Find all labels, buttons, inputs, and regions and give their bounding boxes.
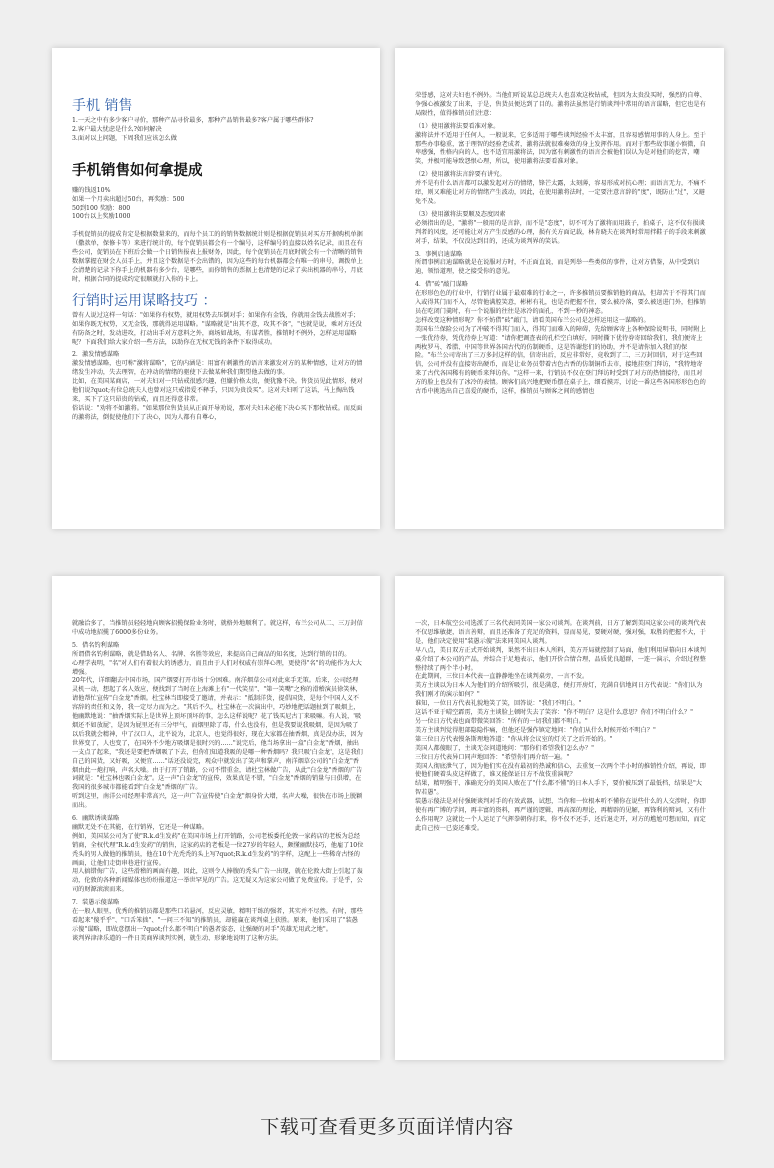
page3-para-2: 6．幽默诱谈谋略 幽默无处不在其能，在行销界，它还是一种谋略。 例如，美国某公司为了使"R.k.d生发药"在美国市场上打开销路，公司老板委托伦敦一家药店的老板为总经销商，全权代理"R.k.d生发药"的销售，这家药店的老板是一位27岁的年轻人，颇懂幽默技巧，他雇了10位秃头的男人做他的推销员，他在10个光秃秃的头上写?quot;R.k.d生发药"的字样，这配上一些稀奇古怪的画面，让他们走街串巷进行宣传。 用人搞错侮广告，这些滑稽的画面有趣，因此，这则令人捧腹的秃头广告一出现，就在伦敦大街上引起了轰动，伦敦的各种新闻媒体也纷纷报道这一举世罕见的广告。这无疑又为这家公司做了免费宣传。于是乎，公司的财源滚滚而来。 xyxy=(72,815,364,894)
download-more-footer: 下载可查看更多页面详情内容 xyxy=(260,1116,514,1138)
page4-para-0: 一次，日本航空公司选派了三名代表同美国一家公司谈判。在谈判前，日方了解到美国这家公司的谈判代表不仅思维敏捷，语言善辩，而且还准备了充足的资料，显而易见，要硬对硬，强对强，取胜的把握不大，于是，他们决定使用"装愚示傻"法来同美国人谈判。 早八点，美日双方正式开始谈判，果然不出日本人所料，美方开局就控制了局面，他们利用屏幕向日本谈判桌介绍了本公司的产品，并综合于足地表示，他们开价合情合理，品质优良超群，一连一演示，介绍过程整整持续了两个半小时。 在此期间，三位日本代表一直静静地坐在谈判桌旁，一言不发。 美方主谈以为日本人为他们的介绍所吸引，很是满意，便打开房灯，充满自信地问日方代表说："你们认为我们刚才的演示如何？" 谁知，一位日方代表礼貌地笑了笑，回答说："我们不明白。" 这话不亚于晴空霹雳，美方主谈脸上顿时失去了笑容："你不明白？这是什么意思？你们不明白什么？" 另一位日方代表也面带微笑回答："所有的一切我们都不明白。" 美方主谈判觉得胆部隐隐作痛，但他还是强作镇定地问："你们从什么时候开始不明白？" 第三位日方代表慢条斯理地答道："你从将会议室的灯关了之后开始的。" 美国人都傻眼了，主谈无奈问道地问："那你们希望我们怎么办？" 三位日方代表异口同声地回答："希望你们再介绍一遍。" 美国人彻底泄气了，因为他们实在没有最初的热诚和信心，去重复一次两个半小时的推销性介绍，再说，即使他们硬着头皮这样做了，谁又能保证日方不故伎重演呢？ 结果，精明强干、准确充分的美国人败在了"什么都不懂"的日本人手下，要价被压到了最低档，结果是"大智若愚"。 装愚示傻法是对付强硬谈判对手的有效武器，试想，当你和一位根本听不懂你在说些什么的人交涉时，你即使有再广博的学问，再丰富的资料，再严谨的逻辑，再高深的理论，再精辟的见解，再锋利的辩词，又有什么作用呢？这就比一个人运足了气挥拳朝你打来，你不仅不还手，还后退走开，对方的尴尬可想而知，而定此自己按一已姿还难受。 xyxy=(415,620,706,832)
page1-subsection-title: 2．激发情感谋略 xyxy=(72,351,120,359)
page1-title: 手机 销售 xyxy=(72,98,133,114)
page1-section-title: 行销时运用谋略技巧 ： xyxy=(72,292,217,309)
page2-para-0: 荣誉感，这对夫妇也不例外。当他们听说某总总统夫人也喜欢这枚钻戒，但因为太贵没买时，强烈的自尊、争强心被激发了出来，于是，售货员便达到了目的。激将法虽然是行销谈判中常用的语言谋略，但它也是有局限性，值得推销员们注意： xyxy=(415,92,706,117)
document-page-3 xyxy=(52,576,380,1060)
document-page-4 xyxy=(395,576,724,1060)
document-page-2 xyxy=(395,48,724,529)
page2-para-2: （2）使用激将法言辞要有讲究。 并不是有什么语言都可以激发起对方的情绪，锋芒太露，太刻薄，容易形成对抗心理；而语言无力，不痛不痒，则又难能让对方的情绪产生波动，因此，在使用激将法时，一定要注意言辞的"度"，既防止"过"，又避免不及。 xyxy=(415,171,706,205)
page2-para-4: 3．事例启迪谋略 所谓事例启迪谋略就是在说服对方时，不正面直说，而是列举一些类似的事件，让对方借鉴，从中受到启迪，领悟道理，使之接受你的意见。 xyxy=(415,250,700,276)
page3-para-1: 5．借名钓利谋略 所谓借名钓利谋略，就是借助名人、名牌、名胜等效应，来提高自己商品的知名度，达到行销的目的。 心理学表明，"名"对人们有着很大的诱惑力，而且由于人们对权威有崇拜心理，更使得"名"的功能作为大大增强。 20年代，详细翻去中国市场，国产烟要打开市场十分困难。南洋烟草公司对此束手无策。后来，公司经理灵机一动，想起了名人效应，便找到了当时在上海滩上有"一代笑星"、"第一笑嘴"之称的滑稽演员徐笑林，请他帮忙宣传"白金龙"香烟。杜宝林当即接受了邀请，并表示："抵制洋货，提倡国货，是每个中国人义不容辞的责任和义务，我一定尽力而为之。"其后不久，杜宝林在一次演出中，巧妙地把话题扯到了吸烟上，他幽默地说："抽香烟实际上是世界上顶坏顶坏的事，怎么这样说呢？花了钱买尼古丁来吸嘛。有人说，'吸烟还不如放屁'，是因为屁里还有三分甲气，而烟里除了毒，什么也没有，但是我要说我吸烟，是因为吸了以后我就会精神，中了汉口人，北平说为，北京人，也觉得很好，现在大家都在抽香烟，真是没办法，因为世界变了，人也变了，在国外不少地方吸烟是很时兴的……"说完后，他当场拿出一盒"白金龙"香烟，抽出一支点了起来，"我还是要把香烟吸了下去，但你们知道我吸的是哪一种香烟吗？我只吸'白金龙'，这是我们自己的国货，又好吸，又便宜……"话还没说完，观众中就发出了笑声和掌声，南洋烟草公司的"白金龙"香烟由此一炮打响，声名大噪。由于打开了销路，公司不惜重金，请杜宝林做广告，从此"白金龙"香烟的广告词就是："杜宝林也吸白金龙"。这一声"白金龙"的宣传，效果真是不错，"白金龙"香烟的销量与日俱增，在我国的很多城市都能看到"白金龙"香烟的广告。 听到这里，南洋公司经理非常高兴，这一声广告宣传使"白金龙"烟身价大增，名声大噪，很快在市场上脱颖而出。 xyxy=(72,641,363,810)
page1-subsection-text: 激发情感谋略，也可称"激将谋略"，它的内涵是：用富有刺激性的语言来激发对方的某种情感，让对方的情绪发生冲动，失去理智，在冲动的情绪的驱使下去做某种我们期望他去做的事。 比如，在美国某商店，一对夫妇对一只钻戒很感兴趣，但嫌价格太贵，便犹豫不决。售货员见此情形，便对他们说?quot;有位总统夫人也曾对这只戒指爱不释手，只因为贵没买"。这对夫妇听了这话，马上掏出钱来，买下了这只昂贵的钻戒，而且还得意非常。 俗话说："劝将不如激将。"如果那位售货员从正面开导劝说，那对夫妇未必能下决心买下那枚钻戒。而反面的激将法，倒促使他们下了决心，因为人都有自尊心， xyxy=(72,360,363,421)
page1-body: 手机促销员的提成肯定是根据数量来的，而每个员工的的销售数据统计则是根据促销员对买方开据购机单据（撒款单，保修卡等）来进行统计的，每个促销员都会有一个编号，这样编号的直接以姓名记录，而且在有些公司，促销员在下班后会做一个日销售报表上报财务，因此，每个促销员在月底时就会有一个清晰的销售数据掌握在财会人员手上，并且这个数据是不会出错的，因为这些的每台机器都会有唯一的串号，调拨单上会清楚的记录下你手上的机器有多少台，是哪些，而你销售的票据上也清楚的记录了卖出机器的串号，月底时，根据合同的提成约定很顺就打入你的卡上。 xyxy=(72,231,363,283)
page2-para-1: （1）使用激将法要看准对象。 激将法并不适用于任何人，一般说来，它多适用于哪些谈判经验不太丰富，且容易感情用事的人身上。至于那些办事稳重，富于理智的经验老成者，激将法就很难奏效的身上发挥作用。而对于那些故事谨小慎微，自卑感强，性格内向的人，也不适宜用激将法，因为富有刺激性的语言会被他们误认为是对他们的挖苦，嘲笑，并极可能导致怨恨心理，所以，使用激将法要看准对象。 xyxy=(415,122,706,166)
page1-intro: 1.一天之中有多少客户寻价，那种产品寻价最多，那种产品销售最多?客户属于哪些群体? 2.客户最大忧虑是什么?如何解决 3.面对以上问题，下周我们应该怎么做 xyxy=(72,117,314,142)
page1-heading: 手机销售如何拿提成 xyxy=(72,162,203,179)
page2-para-5: 4．借"砖"敲门谋略 在形形色色的行业中，行销行业属于最艰难的行业之一，许多推销员要推销他的商品，但却苦于不得其门而入或得其门而不入，尽管他满腔笑意，彬彬有礼，也是否把握不住，要么被冷落，要么被送进门外，但推销员在吃闭门羹时，有一个说服的往往是冰冷的面孔，不到一秒的神态。 怎样改变这种情形呢？你不妨借"砖"敲门，请看美国布兰公司是怎样运用这一谋略的。 美国布兰保险公司为了冲破不得其门而入，得其门而难入的障碍，先给顾客寄上各种保险说明书，同时附上一张优待券，凭优待券上写道："请你把调查表的孔栏空白填好，同时撕下优待券寄回给我们，我们便寄上两枚罗马、希腊、中国等世界各国古代的仿制硬币，这是答谢您们的协助，并不是请你加入我们的保险。"布兰公司寄出了三万多封这样的信，信寄出后，反应非常好，竟收到了二、三万封回信，对于这些回信，公司并没有直接寄出硬币，而是让业务员带着古色古香的仿制铜币去市，接地挂登门拜访，"我特地寄来了古代各国稀有的硬币来拜访你。"这样一来，行销员不仅在登门拜访时受到了对方的热情接待，而且对方的脸上也没有了冰冷的表情。顾客们高兴地把硬币摆在桌子上，细看摸弄，讨论一番这些各国形形色色的古币中挑选出自己喜爱的硬币，这样，推销员与顾客之间的感情也 xyxy=(415,281,706,396)
page3-para-3: 7．装愚示傻谋略 在一般人眼里，优秀的推销员都是那些口若悬河，反应灵敏，精明干练的强者，其实并不尽然。有时，那些看起来"傻乎乎"、"口舌笨拙"、"一问三不知"的推销员，却能赢在谈判桌上获胜。原来，他们采用了"装愚示傻"谋略，即故意摆出一?quot;什么都不明白"的愚者姿态，让强硬的对手"英雄无用武之地"。 谈判界津津乐道的一件日美商界谈判实例，就生动、形象地说明了这种方法。 xyxy=(72,899,363,942)
page1-commission: 赚的钱返10% 如果一个月卖出超过50台，再奖励：500 50到100 奖励：800 100台以上奖励1000 xyxy=(72,186,185,221)
page3-para-0: 就融洽多了，当推销员轻轻地向顾客招揽保险业务时，就格外地顺利了。就这样，布兰公司从二、三万封信中成功地招揽了6000多份业务。 xyxy=(72,620,363,636)
page1-section-text: 曾有人说过这样一句话："如果你有权势，就用权势去压倒对手；如果你有金钱，你就用金钱去战胜对手；如果你既无权势，又无金钱，那就得运用谋略。"谋略就是"出其不意，攻其不备"，"也就是说，乘对方还没有防备之时，发动进攻，打动出手对方意料之外，商场如战场，有谋者胜，推销时不例外，怎样运用谋略呢？下面我们给大家介绍一些方法，以助你在无权无钱的条件下取得成功。 xyxy=(72,311,362,346)
page2-para-3: （3）使用激将法要顺及态度因素 必须指出的是，"激将"一般用的是言辞，而不是"态度"，切不可为了激将而用鼓子，拍桌子，这不仅有损谈判者的风度，还可能让对方产生反感的心理，损有关方面记载，林肯晓夫在谈判时常用拌鞋子的手段来刺激对手，结果，不仅没达到目的，还成为谈判界的笑话。 xyxy=(415,210,706,245)
document-page-1 xyxy=(52,48,380,529)
